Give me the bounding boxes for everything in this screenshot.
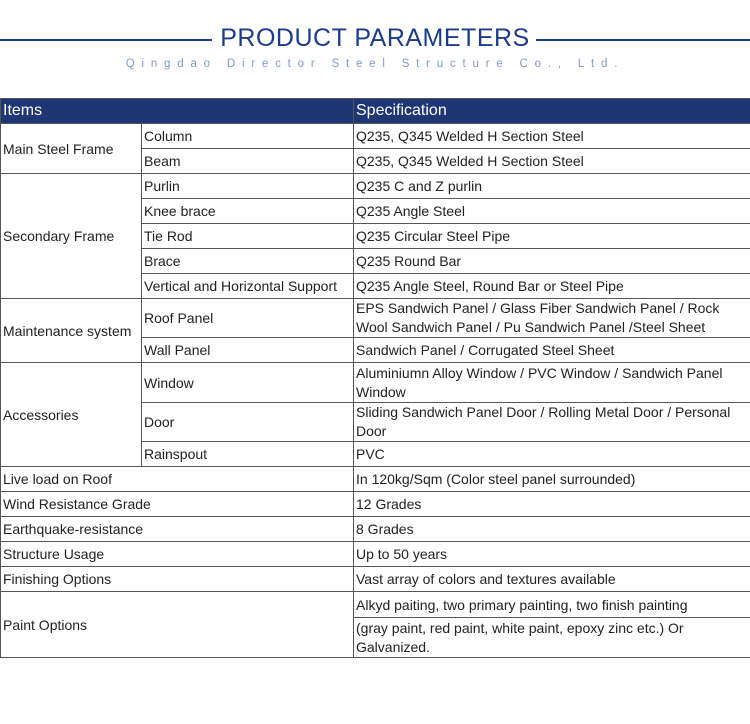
parameters-table xyxy=(0,98,750,658)
spec-support: Q235 Angle Steel, Round Bar or Steel Pipe xyxy=(354,274,750,299)
table-row xyxy=(1,567,750,592)
item-column: Column xyxy=(142,124,354,149)
item-paint-options: Paint Options xyxy=(1,592,354,658)
spec-rainspout: PVC xyxy=(354,442,750,467)
item-window: Window xyxy=(142,363,354,403)
group-maintenance-system: Maintenance system xyxy=(1,299,142,363)
spec-column: Q235, Q345 Welded H Section Steel xyxy=(354,124,750,149)
spec-knee-brace: Q235 Angle Steel xyxy=(354,199,750,224)
spec-beam: Q235, Q345 Welded H Section Steel xyxy=(354,149,750,174)
table-row xyxy=(1,467,750,492)
spec-wall-panel: Sandwich Panel / Corrugated Steel Sheet xyxy=(354,338,750,363)
item-roof-panel: Roof Panel xyxy=(142,299,354,338)
item-purlin: Purlin xyxy=(142,174,354,199)
item-structure-usage: Structure Usage xyxy=(1,542,354,567)
item-finishing-options: Finishing Options xyxy=(1,567,354,592)
spec-finishing-options: Vast array of colors and textures available xyxy=(354,567,750,592)
table-header-row xyxy=(1,99,750,124)
spec-purlin: Q235 C and Z purlin xyxy=(354,174,750,199)
spec-paint-options-2: (gray paint, red paint, white paint, epoxy zinc etc.) Or Galvanized. xyxy=(354,618,750,658)
table-row xyxy=(1,124,750,149)
item-tie-rod: Tie Rod xyxy=(142,224,354,249)
table-row xyxy=(1,363,750,403)
spec-live-load: In 120kg/Sqm (Color steel panel surrounded) xyxy=(354,467,750,492)
table-row xyxy=(1,174,750,199)
page-title: PRODUCT PARAMETERS xyxy=(220,24,530,52)
header-items: Items xyxy=(1,99,354,124)
spec-brace: Q235 Round Bar xyxy=(354,249,750,274)
item-live-load: Live load on Roof xyxy=(1,467,354,492)
page-header xyxy=(0,22,750,62)
item-support: Vertical and Horizontal Support xyxy=(142,274,354,299)
table-row xyxy=(1,492,750,517)
item-earthquake: Earthquake-resistance xyxy=(1,517,354,542)
spec-wind-resistance: 12 Grades xyxy=(354,492,750,517)
spec-earthquake: 8 Grades xyxy=(354,517,750,542)
item-beam: Beam xyxy=(142,149,354,174)
table-row xyxy=(1,299,750,338)
spec-paint-options-1: Alkyd paiting, two primary painting, two finish painting xyxy=(354,592,750,618)
table-row xyxy=(1,592,750,618)
item-wall-panel: Wall Panel xyxy=(142,338,354,363)
table-row xyxy=(1,542,750,567)
spec-window: Aluminiumn Alloy Window / PVC Window / Sandwich Panel Window xyxy=(354,363,750,403)
item-brace: Brace xyxy=(142,249,354,274)
group-accessories: Accessories xyxy=(1,363,142,467)
header-rule-right xyxy=(536,39,750,41)
item-rainspout: Rainspout xyxy=(142,442,354,467)
table-row xyxy=(1,517,750,542)
group-secondary-frame: Secondary Frame xyxy=(1,174,142,299)
header-specification: Specification xyxy=(354,99,750,124)
item-door: Door xyxy=(142,403,354,442)
item-wind-resistance: Wind Resistance Grade xyxy=(1,492,354,517)
spec-tie-rod: Q235 Circular Steel Pipe xyxy=(354,224,750,249)
item-knee-brace: Knee brace xyxy=(142,199,354,224)
company-subtitle: Qingdao Director Steel Structure Co., Ltd. xyxy=(125,58,625,70)
spec-structure-usage: Up to 50 years xyxy=(354,542,750,567)
spec-door: Sliding Sandwich Panel Door / Rolling Metal Door / Personal Door xyxy=(354,403,750,442)
group-main-steel-frame: Main Steel Frame xyxy=(1,124,142,174)
spec-roof-panel: EPS Sandwich Panel / Glass Fiber Sandwich Panel / Rock Wool Sandwich Panel / Pu Sandwich Panel /Steel Sheet xyxy=(354,299,750,338)
